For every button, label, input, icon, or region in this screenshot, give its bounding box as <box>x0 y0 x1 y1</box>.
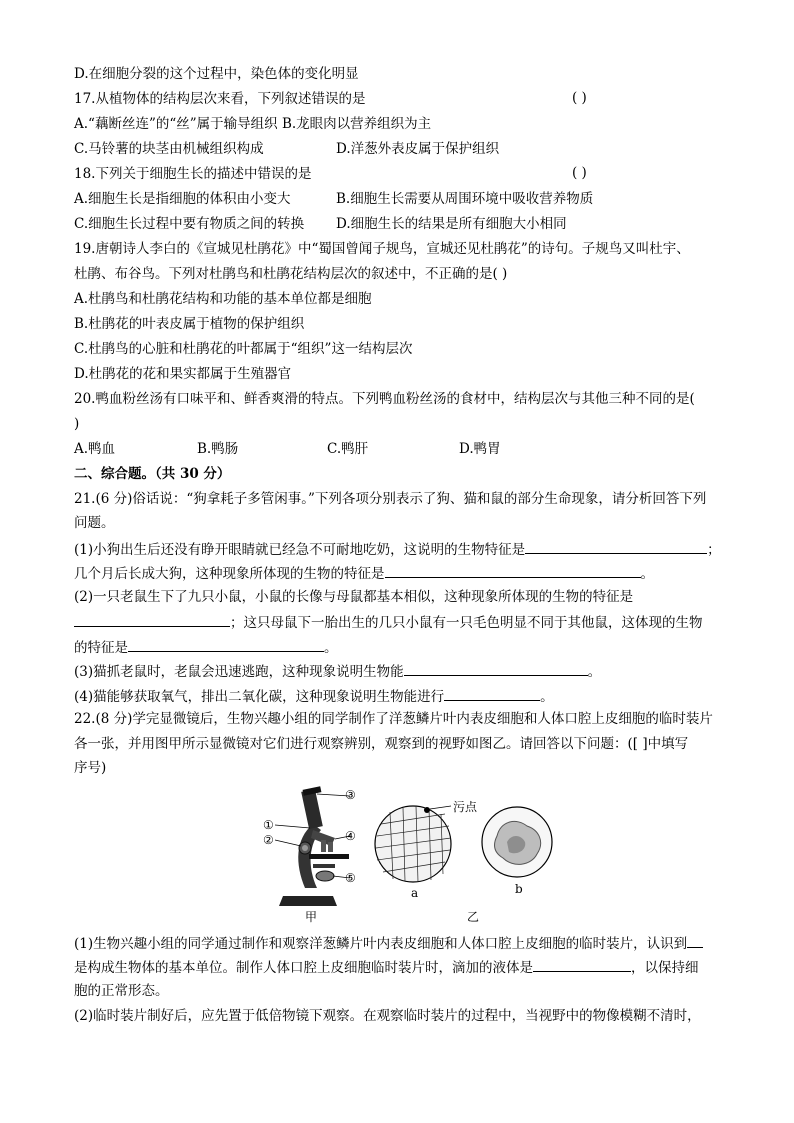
field-a-label: a <box>411 886 419 900</box>
q17-option-d: D.洋葱外表皮属于保护组织 <box>336 141 500 157</box>
answer-blank[interactable] <box>128 637 324 652</box>
q19-stem-2: 杜鹃、布谷鸟。下列对杜鹃鸟和杜鹃花结构层次的叙述中，不正确的是( ) <box>74 266 508 282</box>
q17-answer-paren: ( ) <box>572 90 587 106</box>
q22-stem-1: 22.(8 分)学完显微镜后，生物兴趣小组的同学制作了洋葱鳞片叶内表皮细胞和人体口腔上皮细胞的临时装片 <box>74 711 713 727</box>
answer-blank[interactable] <box>444 686 540 701</box>
figure-jia-caption: 甲 <box>305 910 318 924</box>
microscope-figure <box>255 784 555 924</box>
answer-blank[interactable] <box>687 933 703 948</box>
q21-part2-line3: 的特征是 。 <box>74 637 338 657</box>
q21-part2-line1: (2)一只老鼠生下了九只小鼠，小鼠的长像与母鼠都基本相似，这种现象所体现的生物的特征是 <box>74 589 634 605</box>
answer-blank[interactable] <box>533 957 631 972</box>
q22-stem-3: 序号) <box>74 760 107 776</box>
stain-label: 污点 <box>453 800 478 814</box>
q21-part1-line2: 几个月后长成大狗，这种现象所体现的生物的特征是 。 <box>74 563 654 583</box>
q20-stem-2: ) <box>74 416 80 432</box>
field-b-label: b <box>515 882 523 896</box>
q20-option-c: C.鸭肝 <box>327 441 369 457</box>
q20-option-b: B.鸭肠 <box>197 441 239 457</box>
q22-part1-line1: (1)生物兴趣小组的同学通过制作和观察洋葱鳞片叶内表皮细胞和人体口腔上皮细胞的临时装片，认识到 <box>74 933 703 953</box>
label-2: ② <box>263 833 274 847</box>
q18-stem: 18.下列关于细胞生长的描述中错误的是 <box>74 166 312 182</box>
q21-stem-2: 问题。 <box>74 515 115 531</box>
q19-option-d: D.杜鹃花的花和果实都属于生殖器官 <box>74 366 292 382</box>
label-4: ④ <box>345 829 356 843</box>
q21-part2-line2: ；这只母鼠下一胎出生的几只小鼠有一只毛色明显不同于其他鼠，这体现的生物 <box>74 612 703 632</box>
q17-stem: 17.从植物体的结构层次来看，下列叙述错误的是 <box>74 91 366 107</box>
q19-option-b: B.杜鹃花的叶表皮属于植物的保护组织 <box>74 316 305 332</box>
q18-answer-paren: ( ) <box>572 165 587 181</box>
answer-blank[interactable] <box>74 612 230 627</box>
q17-options-ab: A.“藕断丝连”的“丝”属于输导组织 B.龙眼肉以营养组织为主 <box>74 116 432 132</box>
q21-stem-1: 21.(6 分)俗话说：“狗拿耗子多管闲事。”下列各项分别表示了狗、猫和鼠的部分生命现象，请分析回答下列 <box>74 491 707 507</box>
q22-stem-2: 各一张，并用图甲所示显微镜对它们进行观察辨别，观察到的视野如图乙。请回答以下问题：([ ]中填写 <box>74 736 689 752</box>
q20-option-d: D.鸭胃 <box>459 441 501 457</box>
answer-blank[interactable] <box>404 661 588 676</box>
q18-option-d: D.细胞生长的结果是所有细胞大小相同 <box>336 216 567 232</box>
q18-option-a: A.细胞生长是指细胞的体积由小变大 <box>74 191 291 207</box>
figure-yi-caption: 乙 <box>467 910 480 924</box>
answer-blank[interactable] <box>525 539 707 554</box>
label-5: ⑤ <box>345 871 356 885</box>
q21-part1-line1: (1)小狗出生后还没有睁开眼睛就已经急不可耐地吃奶，这说明的生物特征是 ； <box>74 539 721 559</box>
answer-blank[interactable] <box>385 563 641 578</box>
q22-part1-line3: 胞的正常形态。 <box>74 983 169 999</box>
q20-option-a: A.鸭血 <box>74 441 116 457</box>
q19-option-a: A.杜鹃鸟和杜鹃花结构和功能的基本单位都是细胞 <box>74 291 372 307</box>
q18-option-c: C.细胞生长过程中要有物质之间的转换 <box>74 216 305 232</box>
q20-stem-1: 20.鸭血粉丝汤有口味平和、鲜香爽滑的特点。下列鸭血粉丝汤的食材中，结构层次与其他三种不同的是( <box>74 391 695 407</box>
section-2-heading: 二、综合题。（共 30 分） <box>74 466 231 482</box>
q22-part2-line1: (2)临时装片制好后，应先置于低倍物镜下观察。在观察临时装片的过程中，当视野中的物像模糊不清时， <box>74 1008 701 1024</box>
q21-part3: (3)猫抓老鼠时，老鼠会迅速逃跑，这种现象说明生物能 。 <box>74 661 601 681</box>
q16-option-d: D.在细胞分裂的这个过程中，染色体的变化明显 <box>74 66 359 82</box>
q17-option-c: C.马铃薯的块茎由机械组织构成 <box>74 141 264 157</box>
label-3: ③ <box>345 788 356 802</box>
q18-option-b: B.细胞生长需要从周围环境中吸收营养物质 <box>336 191 594 207</box>
q21-part4: (4)猫能够获取氧气，排出二氧化碳，这种现象说明生物能进行 。 <box>74 686 554 706</box>
q19-option-c: C.杜鹃鸟的心脏和杜鹃花的叶都属于“组织”这一结构层次 <box>74 341 413 357</box>
label-1: ① <box>263 818 274 832</box>
q19-stem-1: 19.唐朝诗人李白的《宣城见杜鹃花》中“蜀国曾闻子规鸟，宣城还见杜鹃花”的诗句。子规鸟又叫杜宇、 <box>74 241 690 257</box>
microscope-illustration <box>255 784 555 924</box>
q22-part1-line2: 是构成生物体的基本单位。制作人体口腔上皮细胞临时装片时，滴加的液体是 ，以保持细 <box>74 957 699 977</box>
